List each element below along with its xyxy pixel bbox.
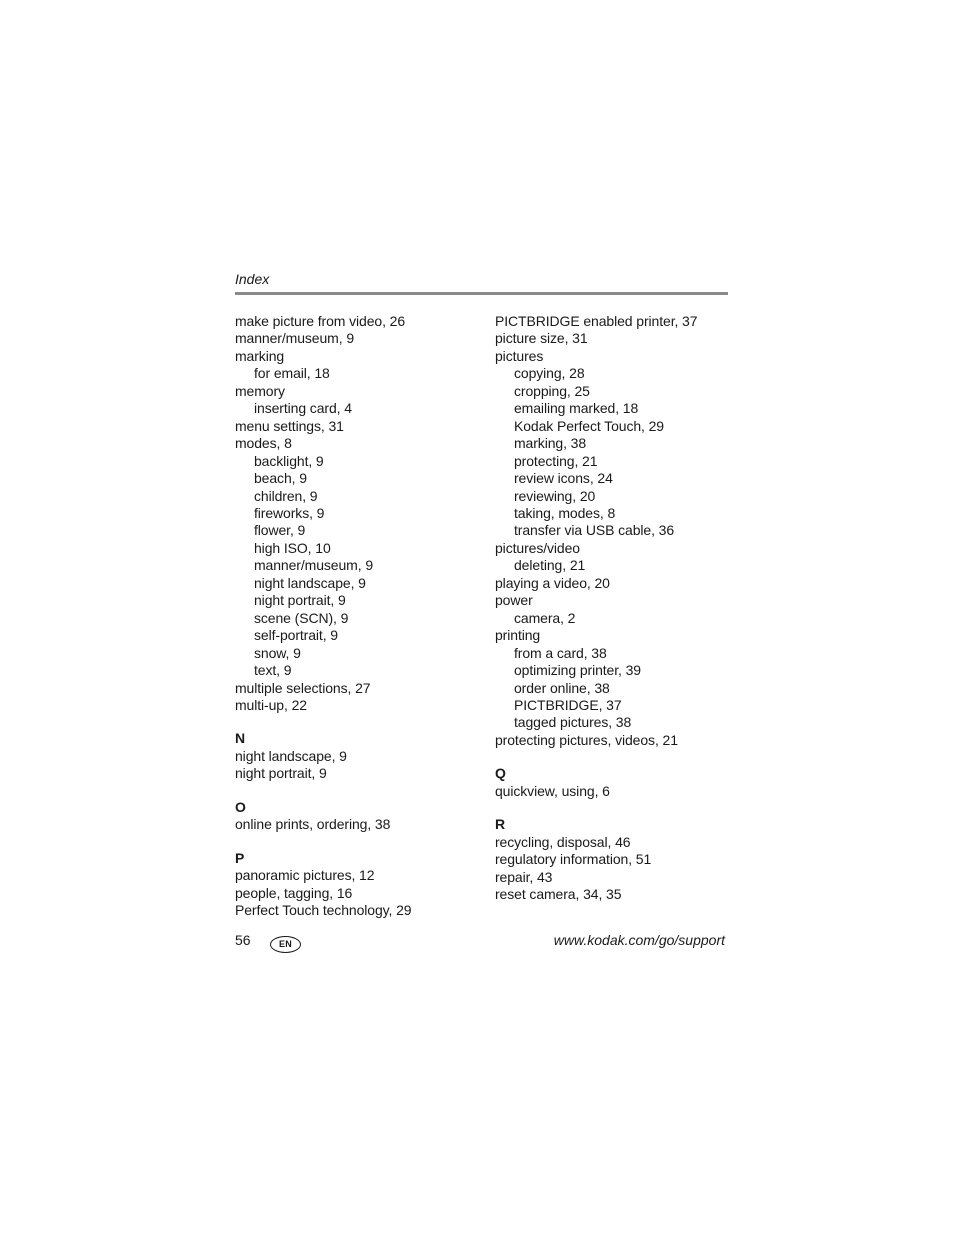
index-entry[interactable]: pictures — [495, 347, 544, 364]
index-section-letter: Q — [495, 765, 506, 782]
page-number: 56 — [235, 932, 251, 948]
index-entry[interactable]: people, tagging, 16 — [235, 884, 353, 901]
index-subentry[interactable]: emailing marked, 18 — [514, 400, 639, 417]
section-spacer — [495, 749, 745, 765]
index-entry[interactable]: night landscape, 9 — [235, 747, 347, 764]
header-divider — [235, 292, 728, 295]
language-badge-icon: EN — [270, 936, 301, 953]
index-entry[interactable]: quickview, using, 6 — [495, 782, 610, 799]
index-subentry[interactable]: cropping, 25 — [514, 382, 590, 399]
support-url-link[interactable]: www.kodak.com/go/support — [553, 932, 725, 948]
index-subentry[interactable]: beach, 9 — [254, 470, 307, 487]
index-subentry[interactable]: copying, 28 — [514, 365, 585, 382]
index-entry[interactable]: playing a video, 20 — [495, 574, 610, 591]
index-entry[interactable]: marking — [235, 347, 285, 364]
index-section-letter: P — [235, 849, 245, 866]
index-entry[interactable]: pictures/video — [495, 539, 580, 556]
index-subentry[interactable]: inserting card, 4 — [254, 400, 352, 417]
index-subentry[interactable]: reviewing, 20 — [514, 487, 596, 504]
index-subentry[interactable]: text, 9 — [254, 662, 292, 679]
index-entry[interactable]: printing — [495, 627, 541, 644]
index-subentry[interactable]: night landscape, 9 — [254, 574, 366, 591]
index-subentry[interactable]: optimizing printer, 39 — [514, 662, 641, 679]
index-subentry[interactable]: marking, 38 — [514, 435, 587, 452]
index-entry[interactable]: regulatory information, 51 — [495, 851, 652, 868]
index-subentry[interactable]: flower, 9 — [254, 522, 306, 539]
index-subentry[interactable]: snow, 9 — [254, 644, 301, 661]
index-subentry[interactable]: deleting, 21 — [514, 557, 586, 574]
index-subentry[interactable]: camera, 2 — [514, 609, 576, 626]
index-subentry[interactable]: Kodak Perfect Touch, 29 — [514, 417, 664, 434]
index-subentry[interactable]: backlight, 9 — [254, 452, 324, 469]
index-entry[interactable]: manner/museum, 9 — [235, 330, 355, 347]
index-entry[interactable]: make picture from video, 26 — [235, 313, 406, 329]
index-subentry[interactable]: night portrait, 9 — [254, 592, 346, 609]
section-spacer — [235, 783, 485, 799]
index-subentry[interactable]: scene (SCN), 9 — [254, 609, 349, 626]
index-entry[interactable]: panoramic pictures, 12 — [235, 867, 375, 884]
index-subentry[interactable]: order online, 38 — [514, 679, 610, 696]
index-subentry[interactable]: fireworks, 9 — [254, 504, 325, 521]
index-subentry[interactable]: tagged pictures, 38 — [514, 714, 632, 731]
index-entry[interactable]: protecting pictures, videos, 21 — [495, 731, 678, 748]
index-column-right — [495, 313, 745, 904]
index-entry[interactable]: PICTBRIDGE enabled printer, 37 — [495, 313, 698, 329]
section-spacer — [495, 800, 745, 816]
section-spacer — [235, 714, 485, 730]
index-entry[interactable]: picture size, 31 — [495, 330, 588, 347]
index-subentry[interactable]: high ISO, 10 — [254, 539, 331, 556]
index-entry[interactable]: modes, 8 — [235, 435, 292, 452]
index-entry[interactable]: multiple selections, 27 — [235, 679, 371, 696]
index-column-left — [235, 313, 485, 920]
index-subentry[interactable]: self-portrait, 9 — [254, 627, 338, 644]
index-entry[interactable]: night portrait, 9 — [235, 765, 327, 782]
section-spacer — [235, 834, 485, 850]
index-subentry[interactable]: for email, 18 — [254, 365, 330, 382]
index-entry[interactable]: power — [495, 592, 533, 609]
index-subentry[interactable]: from a card, 38 — [514, 644, 607, 661]
index-subentry[interactable]: transfer via USB cable, 36 — [514, 522, 675, 539]
index-subentry[interactable]: children, 9 — [254, 487, 318, 504]
index-entry[interactable]: online prints, ordering, 38 — [235, 816, 391, 833]
index-entry[interactable]: reset camera, 34, 35 — [495, 886, 622, 903]
index-entry[interactable]: recycling, disposal, 46 — [495, 833, 631, 850]
index-subentry[interactable]: PICTBRIDGE, 37 — [514, 696, 622, 713]
index-entry[interactable]: memory — [235, 382, 285, 399]
index-subentry[interactable]: manner/museum, 9 — [254, 557, 374, 574]
index-section-letter: N — [235, 730, 246, 747]
index-entry[interactable]: multi-up, 22 — [235, 696, 307, 713]
index-subentry[interactable]: review icons, 24 — [514, 470, 613, 487]
index-subentry[interactable]: protecting, 21 — [514, 452, 598, 469]
page-header-title: Index — [235, 271, 270, 287]
index-entry[interactable]: Perfect Touch technology, 29 — [235, 902, 412, 919]
index-section-letter: R — [495, 816, 506, 833]
index-entry[interactable]: menu settings, 31 — [235, 417, 344, 434]
index-section-letter: O — [235, 798, 246, 815]
index-subentry[interactable]: taking, modes, 8 — [514, 504, 616, 521]
index-entry[interactable]: repair, 43 — [495, 868, 553, 885]
